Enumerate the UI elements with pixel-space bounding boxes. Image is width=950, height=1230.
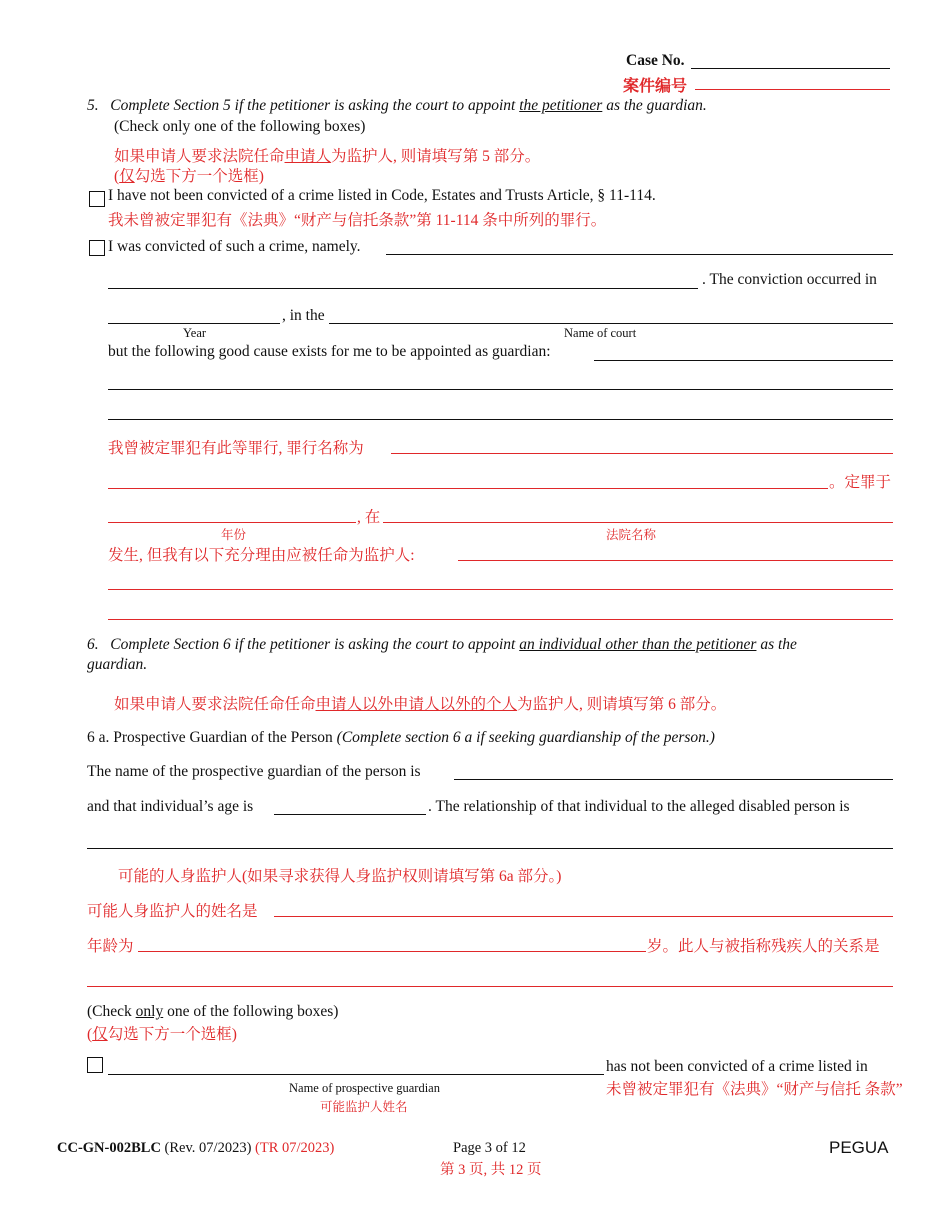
good-cause-field-cn-2 [108,589,893,590]
good-cause-field[interactable] [594,360,893,361]
good-cause-field-cn-3 [108,619,893,620]
section6-check-one: (Check only one of the following boxes) [87,1003,339,1020]
conviction-year-field-cn [108,522,356,523]
crime-name-field-2[interactable] [108,288,698,289]
crime-name-field-cn [391,453,893,454]
not-convicted-text: has not been convicted of a crime listed in [606,1058,868,1075]
in-cn-text: , 在 [357,509,381,526]
guardian-age-field-cn [138,951,646,952]
section5-check-one: (Check only one of the following boxes) [114,118,366,135]
guardian-age-field[interactable] [274,814,426,815]
guardian-name-label: The name of the prospective guardian of the person is [87,763,421,780]
section5-intro-cn: 如果申请人要求法院任命申请人为监护人, 则请填写第 5 部分。 [114,148,541,165]
section6-intro-cn: 如果申请人要求法院任命任命申请人以外申请人以外的个人为监护人, 则请填写第 6 部分。 [114,696,727,713]
guardian-caption-cn: 可能监护人姓名 [320,1100,408,1114]
section6a-title: 6 a. Prospective Guardian of the Person (Complete section 6 a if seeking guardianship of the person.) [87,729,715,746]
year-caption: Year [183,326,207,340]
option2-text: I was convicted of such a crime, namely. [108,238,361,255]
guardian-name-label-cn: 可能人身监护人的姓名是 [87,903,258,920]
option2-text-cn: 我曾被定罪犯有此等罪行, 罪行名称为 [108,440,364,457]
year-caption-cn: 年份 [221,528,247,542]
guardian-age-label-cn: 年龄为 [87,938,134,955]
relationship-field-cn [87,986,893,987]
crime-name-field[interactable] [386,254,893,255]
good-cause-text-cn: 发生, 但我有以下充分理由应被任命为监护人: [108,547,415,564]
relationship-label-cn: 岁。此人与被指称残疾人的关系是 [647,938,880,955]
guardian-caption: Name of prospective guardian [289,1081,440,1095]
guardian-not-convicted-checkbox[interactable] [87,1057,103,1073]
guardian-name-field[interactable] [454,779,893,780]
form-id: CC-GN-002BLC (Rev. 07/2023) (TR 07/2023) [57,1140,335,1156]
option2-checkbox[interactable] [89,240,105,256]
option1-text-cn: 我未曾被定罪犯有《法典》“财产与信托条款”第 11-114 条中所列的罪行。 [108,212,607,229]
option1-text: I have not been convicted of a crime listed in Code, Estates and Trusts Article, § 11-114. [108,187,656,204]
not-convicted-text-cn: 未曾被定罪犯有《法典》“财产与信托 条款” [606,1081,903,1098]
option1-checkbox[interactable] [89,191,105,207]
case-no-field[interactable] [691,68,890,69]
form-tag: PEGUA [829,1138,889,1157]
guardian-name-field-cn [274,916,893,917]
section5-intro: 5. Complete Section 5 if the petitioner is asking the court to appoint the petitioner as the guardian. [87,97,707,114]
conviction-cn-text: 。定罪于 [829,474,892,491]
in-the-text: , in the [282,307,325,324]
good-cause-field-cn [458,560,893,561]
conviction-year-field[interactable] [108,323,280,324]
court-name-field-cn [383,522,893,523]
good-cause-text: but the following good cause exists for me to be appointed as guardian: [108,343,551,360]
section6a-title-cn: 可能的人身监护人(如果寻求获得人身监护权则请填写第 6a 部分。) [118,868,562,885]
crime-name-field-cn-2 [108,488,828,489]
section6-check-one-cn: (仅勾选下方一个选框) [87,1026,237,1043]
guardian-age-label: and that individual’s age is [87,798,254,815]
page-number: Page 3 of 12 [453,1140,526,1156]
prospective-guardian-name-field[interactable] [108,1074,604,1075]
good-cause-field-2[interactable] [108,389,893,390]
case-no-field-cn [695,89,890,90]
section6-intro-line2: guardian. [87,656,148,673]
court-name-field[interactable] [329,323,893,324]
relationship-label: . The relationship of that individual to the alleged disabled person is [428,798,850,815]
section6-intro: 6. Complete Section 6 if the petitioner is asking the court to appoint an individual other than the petitioner as the [87,636,797,653]
court-caption-cn: 法院名称 [606,528,657,542]
conviction-occurred-text: . The conviction occurred in [702,271,877,288]
case-no-label-cn: 案件编号 [623,78,688,95]
case-no-label: Case No. [626,52,685,69]
good-cause-field-3[interactable] [108,419,893,420]
court-caption: Name of court [564,326,637,340]
page-number-cn: 第 3 页, 共 12 页 [440,1162,542,1178]
relationship-field[interactable] [87,848,893,849]
section5-check-one-cn: (仅勾选下方一个选框) [114,168,264,185]
